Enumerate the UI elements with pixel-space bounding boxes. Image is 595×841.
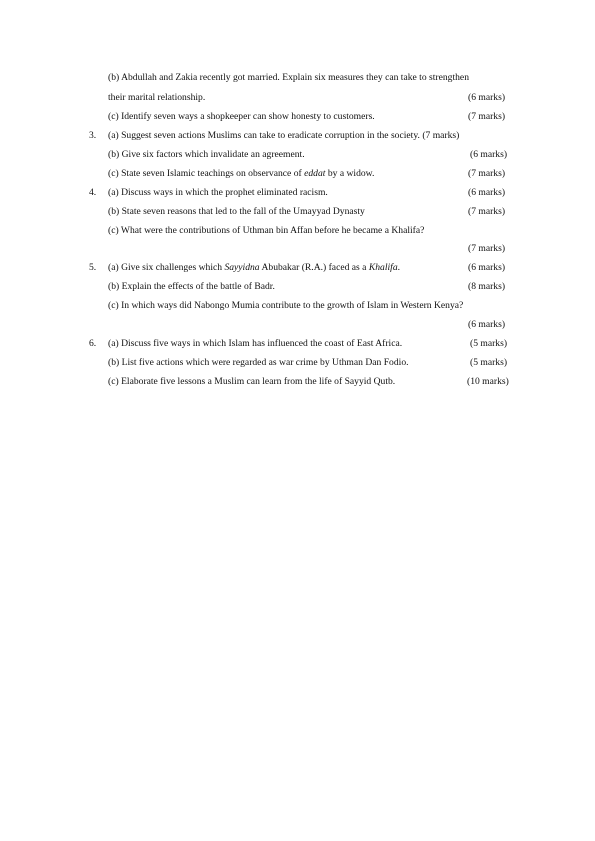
question-3c-text	[108, 168, 374, 180]
part-text: What were the contributions of Uthman bin Affan before he became a Khalifa?	[120, 225, 425, 236]
part-label: (c)	[108, 111, 119, 122]
question-4b-marks: (7 marks)	[468, 206, 506, 217]
part-label: (a)	[108, 262, 119, 273]
part-text: List five actions which were regarded as war crime by Uthman Dan Fodio.	[121, 357, 409, 368]
part-text: Suggest seven actions Muslims can take to eradicate corruption in the society.	[121, 130, 420, 141]
question-4c-marks: (7 marks)	[468, 243, 506, 254]
question-2c-text	[108, 111, 375, 123]
question-6c-marks: (10 marks)	[467, 376, 509, 387]
question-4b-text	[108, 206, 365, 218]
part-text: In which ways did Nabongo Mumia contribute to the growth of Islam in Western Kenya?	[121, 300, 464, 311]
italic-term: eddat	[304, 168, 326, 179]
part-label: (b)	[108, 206, 120, 217]
part-label: (a)	[108, 338, 119, 349]
part-text: Abubakar (R.A.) faced as a	[259, 262, 369, 273]
part-label: (a)	[108, 187, 119, 198]
part-label: (b)	[108, 149, 120, 160]
question-5b-marks: (8 marks)	[468, 281, 506, 292]
italic-term: Sayyidna	[224, 262, 260, 273]
question-6b-text	[108, 357, 409, 369]
question-6b-marks: (5 marks)	[470, 357, 508, 368]
question-3c-marks: (7 marks)	[468, 168, 506, 179]
question-4c-text	[108, 225, 424, 237]
part-label: (c)	[108, 300, 119, 311]
question-5b-text	[108, 281, 275, 293]
part-label: (c)	[108, 376, 119, 387]
part-text: by a widow.	[325, 168, 375, 179]
part-text: Explain the effects of the battle of Badr.	[121, 281, 275, 292]
part-label: (b)	[108, 357, 120, 368]
question-5-number: 5.	[89, 262, 97, 273]
part-text: Abdullah and Zakia recently got married. Explain six measures they can take to strengthen	[121, 72, 469, 83]
part-label: (b)	[108, 281, 120, 292]
question-4-number: 4.	[89, 187, 97, 198]
question-2c-marks: (7 marks)	[468, 111, 506, 122]
question-3b-text	[108, 149, 305, 161]
part-label: (c)	[108, 168, 119, 179]
italic-term: Khalifa	[368, 262, 398, 273]
part-text: Discuss ways in which the prophet eliminated racism.	[121, 187, 328, 198]
question-5c-marks: (6 marks)	[468, 319, 506, 330]
part-text: State seven Islamic teachings on observance of	[121, 168, 305, 179]
part-text: .	[397, 262, 401, 273]
part-text: Give six challenges which	[121, 262, 225, 273]
question-4a-marks: (6 marks)	[468, 187, 506, 198]
question-2b-marks: (6 marks)	[468, 92, 506, 103]
question-5a-marks: (6 marks)	[468, 262, 506, 273]
question-3b-marks: (6 marks)	[470, 149, 508, 160]
part-text: Identify seven ways a shopkeeper can show honesty to customers.	[121, 111, 375, 122]
question-2b-text	[108, 72, 469, 84]
question-3a-marks: (7 marks)	[422, 130, 460, 141]
question-6a-marks: (5 marks)	[470, 338, 508, 349]
question-6c-text	[108, 376, 395, 388]
part-text: State seven reasons that led to the fall of the Umayyad Dynasty	[121, 206, 365, 217]
part-text: Give six factors which invalidate an agreement.	[121, 149, 305, 160]
question-6-number: 6.	[89, 338, 97, 349]
question-5a-text	[108, 262, 400, 274]
question-2b-text-continued: their marital relationship.	[108, 92, 206, 103]
part-label: (c)	[108, 225, 119, 236]
part-label: (a)	[108, 130, 119, 141]
question-4a-text	[108, 187, 328, 199]
question-6a-text	[108, 338, 402, 350]
part-label: (b)	[108, 72, 120, 83]
question-3-number: 3.	[89, 130, 97, 141]
question-3a-text	[108, 130, 459, 142]
part-text: Elaborate five lessons a Muslim can learn from the life of Sayyid Qutb.	[121, 376, 396, 387]
question-5c-text	[108, 300, 463, 312]
part-text: Discuss five ways in which Islam has influenced the coast of East Africa.	[121, 338, 403, 349]
